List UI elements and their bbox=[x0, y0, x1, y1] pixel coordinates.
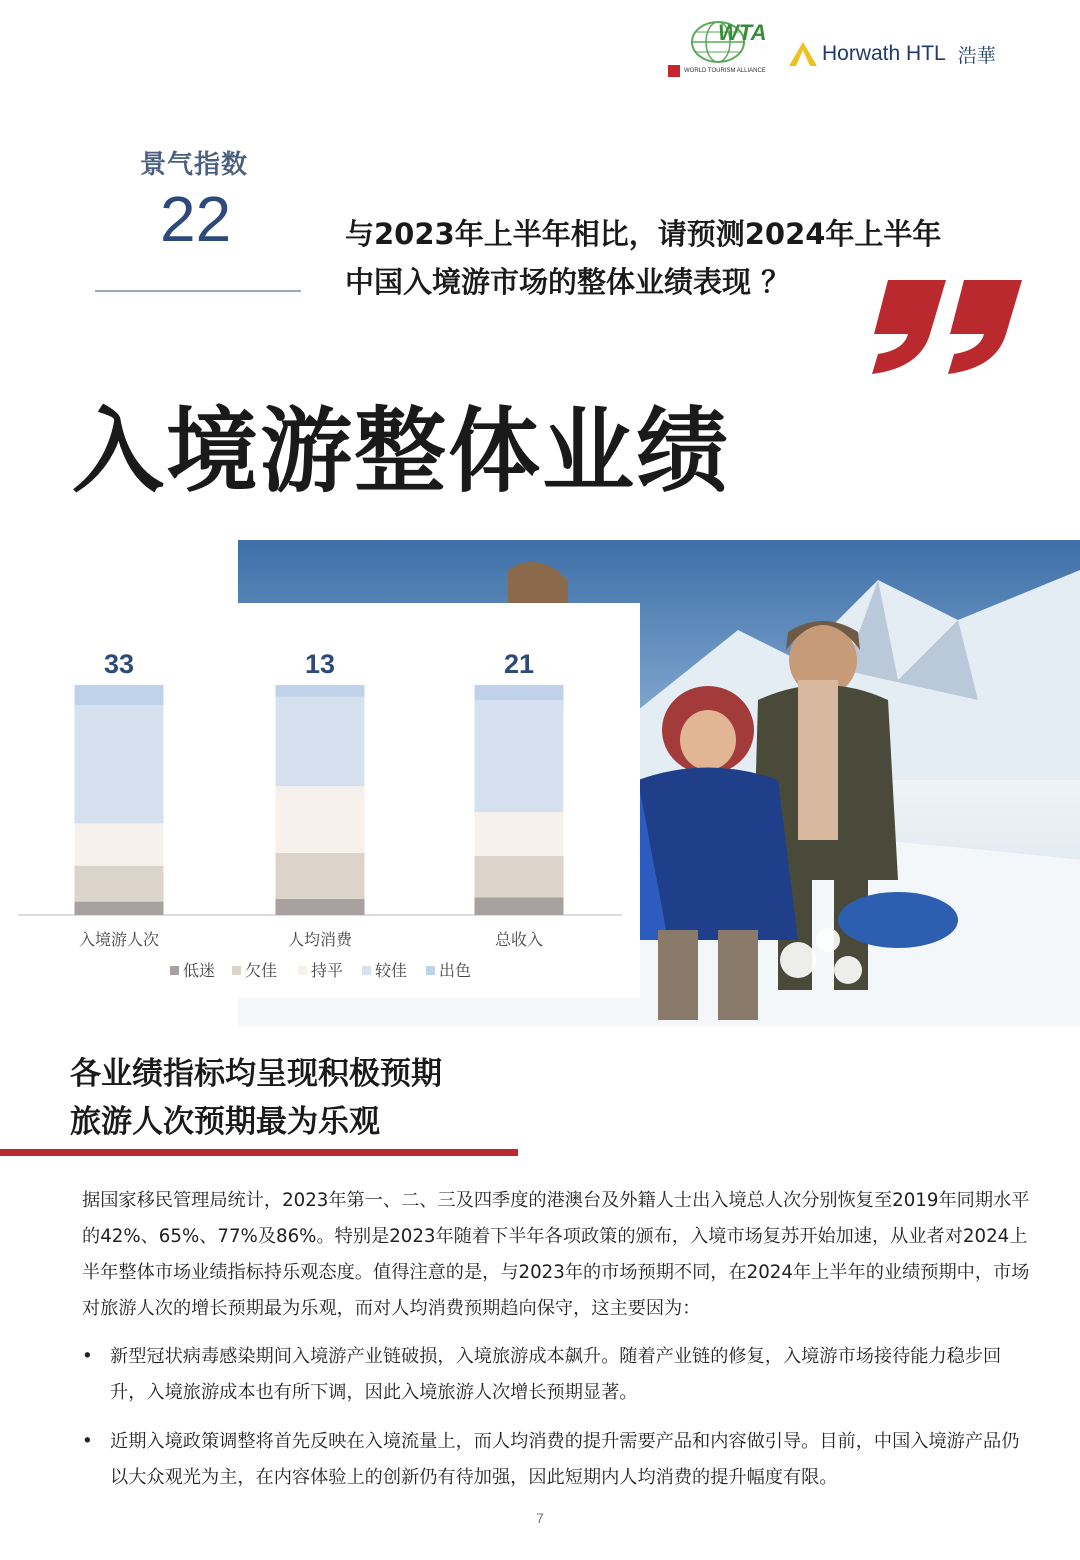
quote-mark-icon bbox=[858, 272, 1028, 382]
bar-segment bbox=[276, 697, 365, 787]
legend-swatch bbox=[362, 966, 371, 975]
index-number: 22 bbox=[160, 183, 232, 255]
legend-swatch bbox=[298, 966, 307, 975]
data-label: 21 bbox=[503, 649, 535, 679]
index-divider bbox=[95, 290, 301, 292]
bar-segment bbox=[276, 786, 365, 853]
bullet-icon: • bbox=[82, 1431, 93, 1452]
wta-flag-icon bbox=[668, 65, 680, 77]
legend-swatch bbox=[232, 966, 241, 975]
legend-swatch bbox=[170, 966, 179, 975]
legend-label: 欠佳 bbox=[245, 961, 278, 980]
body-paragraph: 据国家移民管理局统计，2023年第一、二、三及四季度的港澳台及外籍人士出入境总人次分别恢复至2019年同期水平的42%、65%、77%及86%。特别是2023年随着下半年各项政策的颁布，入境市场复苏开始加速，从业者对2024上半年整体市场业绩指标持乐观态度。值得注意的是，与2023年的市场预期不同，在2024年上半年的业绩预期中，市场对旅游人次的增长预期最为乐观，而对人均消费预期趋向保守，这主要因为： bbox=[82, 1190, 1030, 1319]
horwath-logo bbox=[788, 34, 996, 74]
legend-label: 较佳 bbox=[375, 961, 408, 980]
legend-label: 出色 bbox=[439, 961, 472, 980]
survey-question bbox=[345, 210, 941, 306]
page-title: 入境游整体业绩 bbox=[72, 398, 731, 505]
bar-segment bbox=[276, 899, 365, 915]
data-label: 13 bbox=[304, 649, 336, 679]
category-label: 总收入 bbox=[494, 930, 544, 949]
bar-segment bbox=[276, 853, 365, 899]
bar-segment bbox=[75, 866, 164, 902]
bar-segment bbox=[475, 700, 564, 812]
bar-segment bbox=[475, 685, 564, 700]
legend-label: 低迷 bbox=[183, 961, 216, 980]
page-number: 7 bbox=[536, 1510, 544, 1526]
data-label: 33 bbox=[103, 649, 135, 679]
bar-segment bbox=[276, 685, 365, 697]
legend-swatch bbox=[426, 966, 435, 975]
bullet-item-2 bbox=[82, 1424, 1032, 1496]
section-divider bbox=[0, 1149, 518, 1156]
bar-segment bbox=[475, 856, 564, 898]
section-heading bbox=[70, 1050, 442, 1146]
category-label: 入境游人次 bbox=[78, 930, 160, 949]
bullet-item-1 bbox=[82, 1339, 1032, 1411]
bar-segment bbox=[75, 685, 164, 705]
section-heading-line-2: 旅游人次预期最为乐观 bbox=[70, 1104, 380, 1140]
bullet-icon: • bbox=[82, 1346, 93, 1367]
bullet-text-1: 新型冠状病毒感染期间入境游产业链破损，入境旅游成本飙升。随着产业链的修复，入境游市场接待能力稳步回升，入境旅游成本也有所下调，因此入境旅游人次增长预期显著。 bbox=[110, 1346, 1002, 1403]
bar-segment bbox=[75, 823, 164, 865]
bar-segment bbox=[475, 812, 564, 856]
section-heading-line-1: 各业绩指标均呈现积极预期 bbox=[70, 1056, 442, 1092]
bar-segment bbox=[475, 897, 564, 915]
bar-segment bbox=[75, 705, 164, 823]
bar-segment bbox=[75, 902, 164, 915]
chart-panel bbox=[18, 603, 640, 998]
legend-label: 持平 bbox=[311, 961, 344, 980]
question-line-2: 中国入境游市场的整体业绩表现 ？ bbox=[345, 265, 791, 299]
index-label: 景气指数 bbox=[140, 150, 249, 180]
wta-logo-subtitle: WORLD TOURISM ALLIANCE bbox=[684, 68, 766, 74]
question-line-1: 与2023年上半年相比，请预测2024年上半年 bbox=[345, 217, 942, 251]
category-label: 人均消费 bbox=[287, 930, 353, 949]
bullet-text-2: 近期入境政策调整将首先反映在入境流量上，而人均消费的提升需要产品和内容做引导。目前，中国入境游产品仍以大众观光为主，在内容体验上的创新仍有待加强，因此短期内人均消费的提升幅度有限。 bbox=[110, 1431, 1020, 1488]
horwath-triangle-icon bbox=[788, 40, 818, 68]
horwath-logo-text: Horwath HTL bbox=[822, 42, 946, 65]
wta-logo bbox=[666, 14, 776, 80]
wta-logo-text: WTA bbox=[718, 20, 767, 45]
horwath-logo-cn: 浩華 bbox=[957, 44, 996, 67]
stacked-bar-chart bbox=[18, 603, 640, 998]
